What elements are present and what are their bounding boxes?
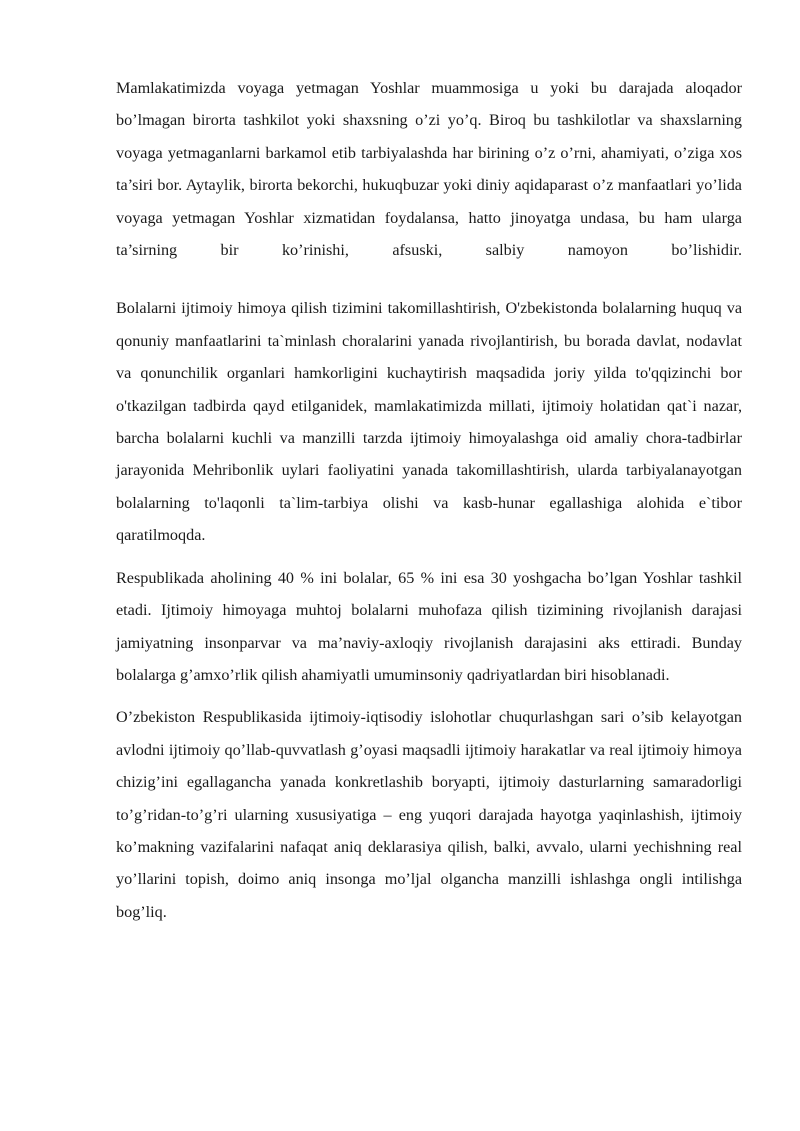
paragraph-3: Respublikada aholining 40 % ini bolalar, 65 % ini esa 30 yoshgacha bo’lgan Yoshlar tashkil etadi. Ijtimoiy himoyaga muhtoj bolalarni muhofaza qilish tizimining rivojlanish darajasi jamiyatning insonparvar va ma’naviy-axloqiy rivojlanish darajasini aks ettiradi. Bunday bolalarga g’amxo’rlik qilish ahamiyatli umuminsoniy qadriyatlardan biri hisoblanadi. xyxy=(116,568,742,684)
paragraph-2: Bolalarni ijtimoiy himoya qilish tizimini takomillashtirish, O'zbekistonda bolalarning huquq va qonuniy manfaatlarini ta`minlash choralarini yanada rivojlantirish, bu borada davlat, nodavlat va qonunchilik organlari hamkorligini kuchaytirish maqsadida joriy yilda to'qqizinchi bor o'tkazilgan tadbirda qayd etilganidek, mamlakatimizda millati, ijtimoiy holatidan qat`i nazar, barcha bolalarni kuchli va manzilli tarzda ijtimoiy himoyalashga oid amaliy chora-tadbirlar jarayonida Mehribonlik uylari faoliyatini yanada takomillashtirish, ularda tarbiyalanayotgan bolalarning to'laqonli ta`lim-tarbiya olishi va kasb-hunar egallashiga alohida e`tibor qaratilmoqda. xyxy=(116,299,742,545)
paragraph-spacer xyxy=(116,552,742,562)
paragraph-spacer xyxy=(116,266,742,292)
paragraph-1: Mamlakatimizda voyaga yetmagan Yoshlar muammosiga u yoki bu darajada aloqador bo’lmagan birorta tashkilot yoki shaxsning o’zi yo’q. Biroq bu tashkilotlar va shaxslarning voyaga yetmaganlarni barkamol etib tarbiyalashda har birining o’z o’rni, ahamiyati, o’ziga xos ta’siri bor. Aytaylik, birorta bekorchi, hukuqbuzar yoki diniy aqidaparast o’z manfaatlari yo’lida voyaga yetmagan Yoshlar xizmatidan foydalansa, hatto jinoyatga undasa, bu ham ularga ta’sirning bir ko’rinishi, afsuski, salbiy namoyon bo’lishidir. xyxy=(116,79,742,260)
paragraph-4: O’zbekiston Respublikasida ijtimoiy-iqtisodiy islohotlar chuqurlashgan sari o’sib kelayotgan avlodni ijtimoiy qo’llab-quvvatlash g’oyasi maqsadli ijtimoiy harakatlar va real ijtimoiy himoya chizig’ini egallagancha yanada konkretlashib boryapti, ijtimoiy dasturlarning samaradorligi to’g’ridan-to’g’ri ularning xususiyatiga – eng yuqori darajada hayotga yaqinlashish, ijtimoiy ko’makning vazifalarini nafaqat aniq deklarasiya qilish, balki, avvalo, ularni yechishning real yo’llarini topish, doimo aniq insonga mo’ljal olgancha manzilli ishlashga ongli intilishga bog’liq. xyxy=(116,708,742,921)
document-page xyxy=(116,72,742,928)
paragraph-spacer xyxy=(116,691,742,701)
